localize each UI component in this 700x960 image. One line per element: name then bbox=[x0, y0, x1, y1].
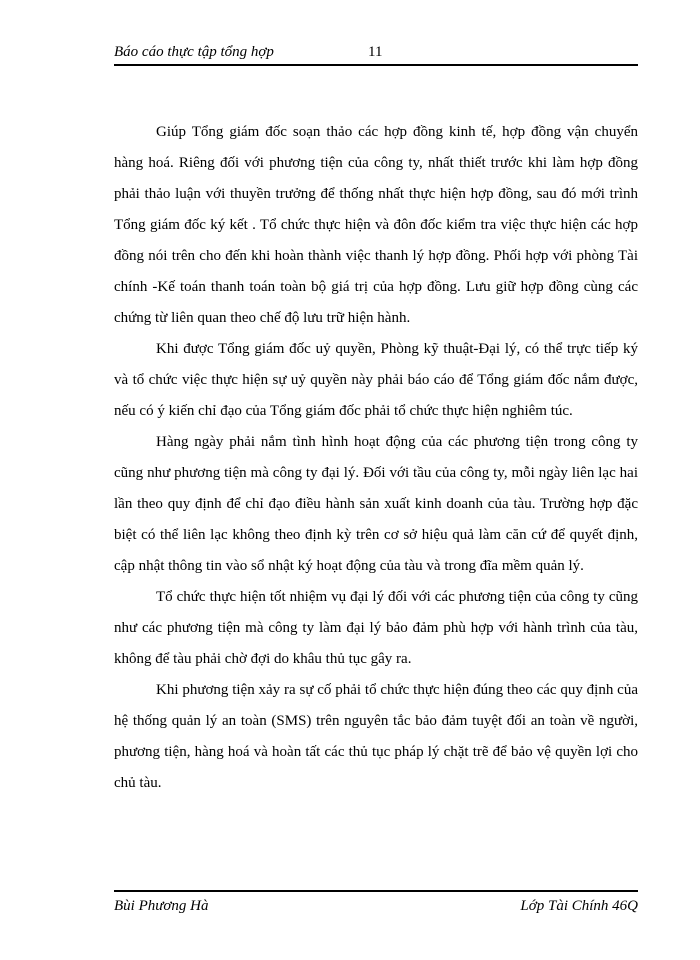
footer-author: Bùi Phương Hà bbox=[114, 898, 209, 914]
paragraph: Khi phương tiện xảy ra sự cố phải tổ chức thực hiện đúng theo các quy định của hệ thống quản lý an toàn (SMS) trên nguyên tắc bảo đảm tuyệt đối an toàn về người, phương tiện, hàng hoá và hoàn tất các thủ tục pháp lý chặt trẽ để bảo vệ quyền lợi cho chủ tàu. bbox=[114, 682, 638, 791]
paragraph: Tổ chức thực hiện tốt nhiệm vụ đại lý đối với các phương tiện của công ty cũng như các phương tiện mà công ty làm đại lý bảo đảm phù hợp với hành trình của tàu, không để tàu phải chờ đợi do khâu thủ tục gây ra. bbox=[114, 589, 638, 667]
page-header bbox=[114, 42, 638, 66]
header-title: Báo cáo thực tập tổng hợp bbox=[114, 44, 274, 60]
page-number: 11 bbox=[368, 44, 383, 60]
page-footer bbox=[114, 890, 638, 920]
document-body bbox=[114, 117, 638, 799]
paragraph: Khi được Tổng giám đốc uỷ quyền, Phòng kỹ thuật-Đại lý, có thể trực tiếp ký và tổ chức việc thực hiện sự uỷ quyền này phải báo cáo để Tổng giám đốc nắm được, nếu có ý kiến chỉ đạo của Tổng giám đốc phải tổ chức thực hiện nghiêm túc. bbox=[114, 341, 638, 419]
footer-class: Lớp Tài Chính 46Q bbox=[520, 898, 638, 914]
paragraph: Giúp Tổng giám đốc soạn thảo các hợp đồng kinh tế, hợp đồng vận chuyển hàng hoá. Riêng đối với phương tiện của công ty, nhất thiết trước khi làm hợp đồng phải thảo luận với thuyền trưởng để thống nhất thực hiện hợp đồng, sau đó mới trình Tổng giám đốc ký kết . Tổ chức thực hiện và đôn đốc kiểm tra việc thực hiện các hợp đồng nói trên cho đến khi hoàn thành việc thanh lý hợp đồng. Phối hợp với phòng Tài chính -Kế toán thanh toán toàn bộ giá trị của hợp đồng. Lưu giữ hợp đồng cùng các chứng từ liên quan theo chế độ lưu trữ hiện hành. bbox=[114, 124, 638, 326]
paragraph: Hàng ngày phải nắm tình hình hoạt động của các phương tiện trong công ty cũng như phương tiện mà công ty đại lý. Đối với tầu của công ty, mỗi ngày liên lạc hai lần theo quy định để chỉ đạo điều hành sản xuất kinh doanh của tàu. Trường hợp đặc biệt có thể liên lạc không theo định kỳ trên cơ sở hiệu quả làm căn cứ để quyết định, cập nhật thông tin vào sổ nhật ký hoạt động của tàu và trong đĩa mềm quản lý. bbox=[114, 434, 638, 574]
